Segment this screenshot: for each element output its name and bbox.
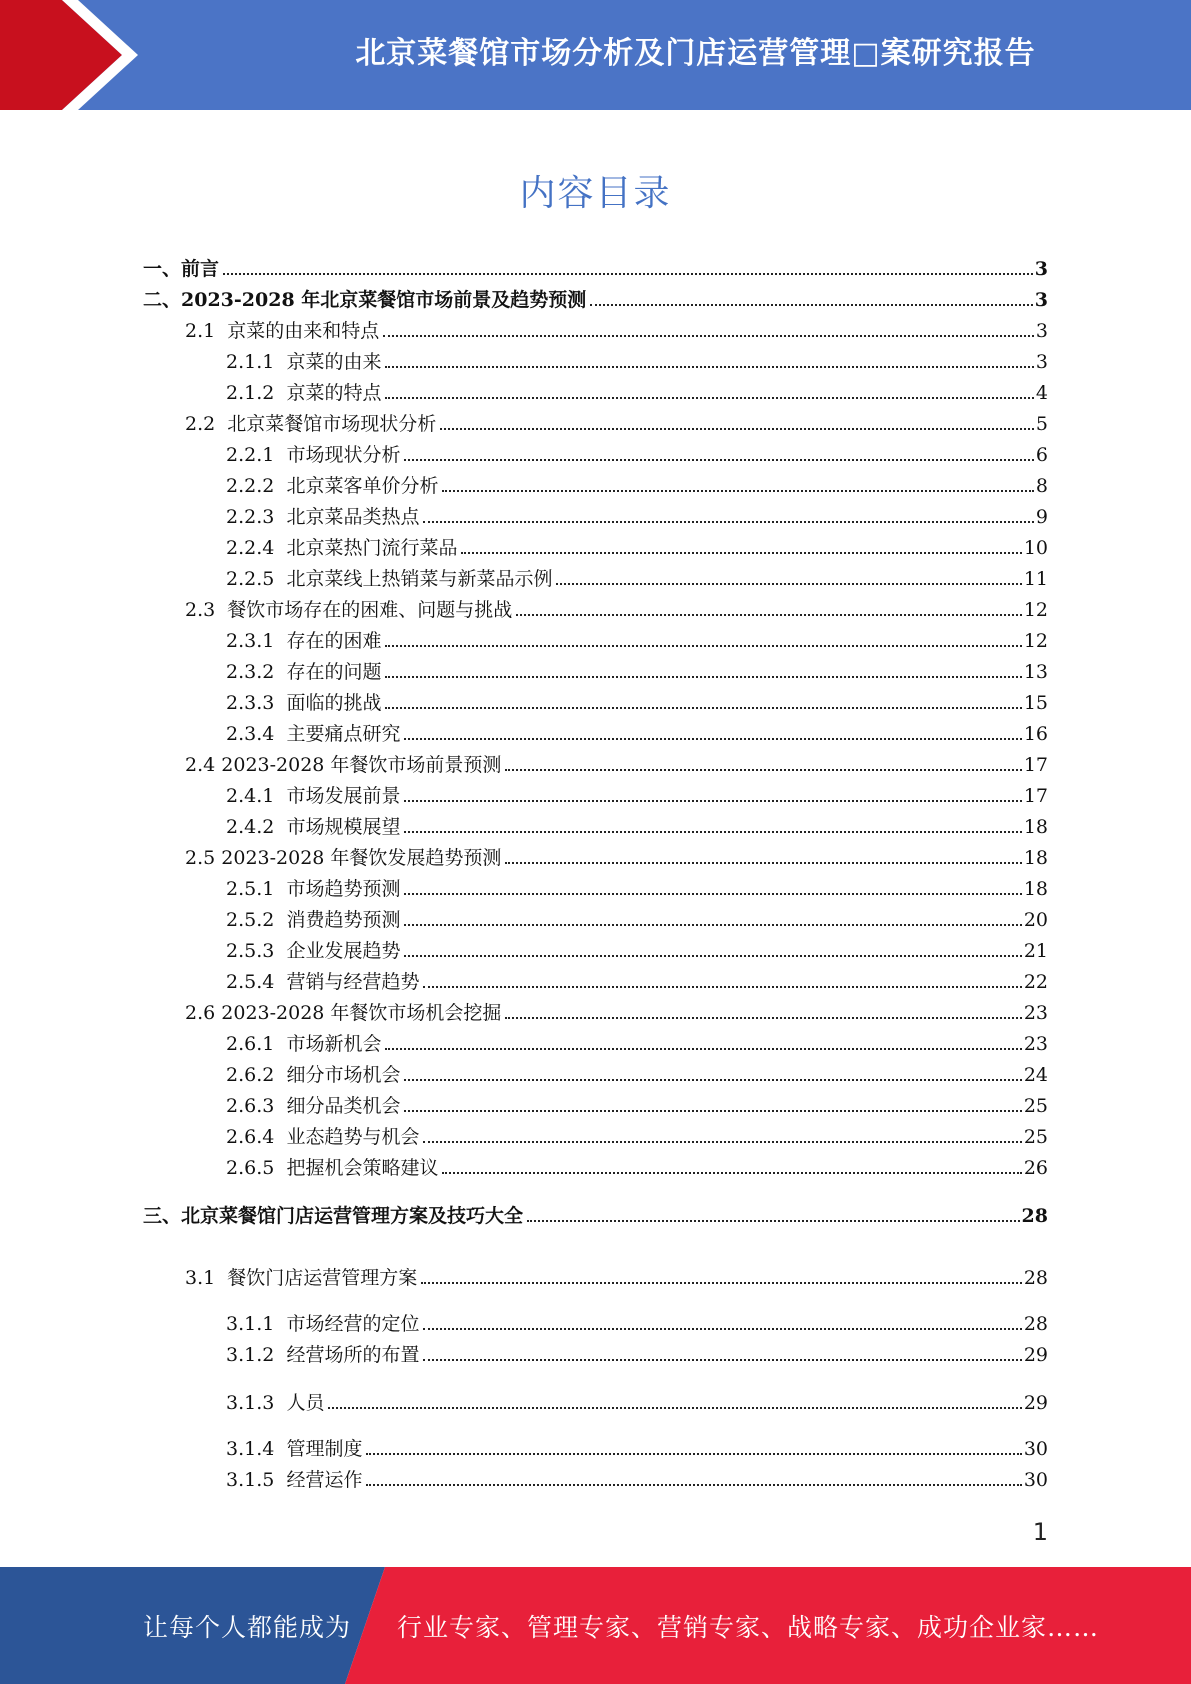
page-number: 1 <box>1032 1518 1048 1546</box>
toc-entry-page: 29 <box>1023 1392 1048 1414</box>
toc-entry[interactable] <box>185 752 1048 778</box>
toc-entry-title: 存在的困难 <box>286 630 382 652</box>
toc-entry[interactable] <box>185 318 1048 344</box>
toc-entry-page: 18 <box>1023 816 1048 838</box>
toc-entry-title: 经营运作 <box>286 1469 363 1491</box>
dot-leader <box>383 335 1034 337</box>
toc-entry-number: 3.1 <box>185 1267 228 1289</box>
toc-entry-title: 市场发展前景 <box>286 785 401 807</box>
dot-leader <box>404 955 1021 957</box>
toc-entry-title: 北京菜客单价分析 <box>286 475 439 497</box>
toc-entry[interactable] <box>226 473 1048 499</box>
dot-leader <box>366 1484 1021 1486</box>
dot-leader <box>505 862 1021 864</box>
toc-entry-title: 存在的问题 <box>286 661 382 683</box>
toc-entry-number: 3.1.4 <box>226 1438 287 1460</box>
toc-entry-number: 2.1.2 <box>226 382 287 404</box>
toc-entry[interactable] <box>226 690 1048 716</box>
toc-entry-number: 2.3.3 <box>226 692 287 714</box>
toc-entry[interactable] <box>226 349 1048 375</box>
dot-leader <box>505 1017 1021 1019</box>
toc-entry-title: 市场规模展望 <box>286 816 401 838</box>
toc-entry[interactable] <box>226 907 1048 933</box>
toc-entry-title: 企业发展趋势 <box>286 940 401 962</box>
toc-entry[interactable] <box>226 1311 1048 1337</box>
toc-entry-number: 2.6.2 <box>226 1064 287 1086</box>
toc-entry-page: 22 <box>1023 971 1048 993</box>
dot-leader <box>328 1407 1021 1409</box>
toc-entry-number: 2.3.1 <box>226 630 287 652</box>
dot-leader <box>442 490 1033 492</box>
dot-leader <box>385 1048 1021 1050</box>
toc-entry-page: 3 <box>1034 258 1048 280</box>
toc-entry[interactable] <box>185 1265 1048 1291</box>
dot-leader <box>461 552 1021 554</box>
toc-entry-number: 2.4.1 <box>226 785 287 807</box>
toc-entry-page: 12 <box>1023 599 1048 621</box>
toc-entry-number: 2.3.2 <box>226 661 287 683</box>
dot-leader <box>423 521 1033 523</box>
toc-entry-title: 把握机会策略建议 <box>286 1157 439 1179</box>
toc-entry-title: 2023-2028 年餐饮市场机会挖掘 <box>221 1002 502 1024</box>
toc-entry-title: 北京菜餐馆市场现状分析 <box>227 413 437 435</box>
toc-entry-title: 营销与经营趋势 <box>286 971 420 993</box>
toc-entry-page: 17 <box>1023 785 1048 807</box>
toc-entry-number: 2.5 <box>185 847 222 869</box>
report-header <box>0 0 1191 110</box>
toc-entry-number: 三、 <box>143 1205 182 1227</box>
toc-entry[interactable] <box>226 721 1048 747</box>
toc-entry-title: 2023-2028 年餐饮市场前景预测 <box>221 754 502 776</box>
dot-leader <box>423 1359 1021 1361</box>
toc-entry-page: 25 <box>1023 1095 1048 1117</box>
toc-entry-page: 3 <box>1034 289 1048 311</box>
dot-leader <box>404 1110 1021 1112</box>
toc-entry-title: 市场现状分析 <box>286 444 401 466</box>
toc-entry-title: 北京菜餐馆门店运营管理方案及技巧大全 <box>181 1205 524 1227</box>
toc-entry-title: 京菜的由来和特点 <box>227 320 380 342</box>
toc-entry-number: 2.2.4 <box>226 537 287 559</box>
toc-entry-title: 面临的挑战 <box>286 692 382 714</box>
toc-entry-number: 2.6.3 <box>226 1095 287 1117</box>
report-title: 北京菜餐馆市场分析及门店运营管理□案研究报告 <box>355 36 1036 71</box>
toc-entry[interactable] <box>185 1000 1048 1026</box>
toc-entry[interactable] <box>226 566 1048 592</box>
toc-entry-number: 3.1.3 <box>226 1392 287 1414</box>
toc-entry-page: 6 <box>1035 444 1048 466</box>
footer-slogan-right: 行业专家、管理专家、营销专家、战略专家、成功企业家…… <box>397 1612 1100 1642</box>
toc-entry[interactable] <box>143 287 1048 313</box>
dot-leader <box>385 707 1021 709</box>
dot-leader <box>404 924 1021 926</box>
toc-entry-page: 8 <box>1035 475 1048 497</box>
toc-entry-number: 3.1.5 <box>226 1469 287 1491</box>
toc-heading: 内容目录 <box>519 173 672 214</box>
toc-entry-page: 3 <box>1035 351 1048 373</box>
toc-entry-page: 4 <box>1035 382 1048 404</box>
dot-leader <box>385 366 1033 368</box>
toc-entry[interactable] <box>226 1342 1048 1368</box>
toc-entry-page: 10 <box>1023 537 1048 559</box>
toc-entry[interactable] <box>226 535 1048 561</box>
toc-entry-number: 2.6.1 <box>226 1033 287 1055</box>
toc-entry[interactable] <box>226 1124 1048 1150</box>
toc-entry-page: 20 <box>1023 909 1048 931</box>
toc-entry-title: 京菜的由来 <box>286 351 382 373</box>
toc-entry-page: 16 <box>1023 723 1048 745</box>
toc-entry-page: 28 <box>1023 1267 1048 1289</box>
dot-leader <box>423 1328 1021 1330</box>
toc-entry[interactable] <box>185 411 1048 437</box>
toc-entry[interactable] <box>226 1390 1048 1416</box>
toc-entry-page: 25 <box>1023 1126 1048 1148</box>
toc-entry[interactable] <box>226 1062 1048 1088</box>
toc-entry-number: 2.5.1 <box>226 878 287 900</box>
dot-leader <box>421 1282 1022 1284</box>
toc-entry-page: 3 <box>1035 320 1048 342</box>
dot-leader <box>440 428 1034 430</box>
toc-entry-page: 26 <box>1023 1157 1048 1179</box>
dot-leader <box>527 1220 1020 1222</box>
toc-entry-title: 2023-2028 年餐饮发展趋势预测 <box>221 847 502 869</box>
toc-entry-title: 京菜的特点 <box>286 382 382 404</box>
toc-entry-number: 2.5.2 <box>226 909 287 931</box>
dot-leader <box>404 738 1021 740</box>
dot-leader <box>404 459 1033 461</box>
dot-leader <box>385 676 1021 678</box>
dot-leader <box>505 769 1021 771</box>
report-footer <box>0 1567 1191 1684</box>
toc-entry-number: 2.6.4 <box>226 1126 287 1148</box>
toc-entry-number: 2.4.2 <box>226 816 287 838</box>
toc-entry[interactable] <box>226 1031 1048 1057</box>
chevron-arrow-icon <box>0 0 160 110</box>
toc-entry-title: 2023-2028 年北京菜餐馆市场前景及趋势预测 <box>181 289 587 311</box>
toc-entry-number: 2.6.5 <box>226 1157 287 1179</box>
toc-entry-title: 经营场所的布置 <box>286 1344 420 1366</box>
dot-leader <box>404 1079 1021 1081</box>
toc-entry-page: 13 <box>1023 661 1048 683</box>
toc-entry[interactable] <box>226 814 1048 840</box>
toc-entry[interactable] <box>226 1155 1048 1181</box>
dot-leader <box>423 986 1021 988</box>
toc-entry-page: 18 <box>1023 847 1048 869</box>
toc-entry-page: 5 <box>1035 413 1048 435</box>
toc-entry-number: 3.1.1 <box>226 1313 287 1335</box>
toc-entry[interactable] <box>226 1093 1048 1119</box>
toc-entry-number: 2.6 <box>185 1002 222 1024</box>
dot-leader <box>385 397 1033 399</box>
toc-entry-number: 2.2.3 <box>226 506 287 528</box>
toc-entry-number: 2.2.5 <box>226 568 287 590</box>
toc-entry[interactable] <box>226 1436 1048 1462</box>
toc-entry-title: 细分品类机会 <box>286 1095 401 1117</box>
toc-entry-title: 细分市场机会 <box>286 1064 401 1086</box>
toc-entry-title: 业态趋势与机会 <box>286 1126 420 1148</box>
toc-entry-number: 2.2.2 <box>226 475 287 497</box>
toc-entry-page: 29 <box>1023 1344 1048 1366</box>
toc-entry[interactable] <box>226 938 1048 964</box>
toc-entry-number: 2.3.4 <box>226 723 287 745</box>
toc-entry-page: 17 <box>1023 754 1048 776</box>
toc-entry-page: 11 <box>1023 568 1048 590</box>
toc-entry-title: 北京菜品类热点 <box>286 506 420 528</box>
toc-entry-title: 主要痛点研究 <box>286 723 401 745</box>
toc-entry-number: 2.2 <box>185 413 228 435</box>
toc-entry[interactable] <box>226 876 1048 902</box>
toc-entry[interactable] <box>226 969 1048 995</box>
toc-entry-number: 2.5.4 <box>226 971 287 993</box>
footer-slogan-left: 让每个人都能成为 <box>143 1612 352 1642</box>
toc-entry-number: 2.3 <box>185 599 228 621</box>
toc-entry-number: 二、 <box>143 289 182 311</box>
toc-entry-page: 23 <box>1023 1033 1048 1055</box>
toc-entry-page: 30 <box>1023 1469 1048 1491</box>
toc-entry-page: 18 <box>1023 878 1048 900</box>
toc-entry[interactable] <box>226 504 1048 530</box>
toc-entry-number: 2.1.1 <box>226 351 287 373</box>
toc-entry-title: 北京菜线上热销菜与新菜品示例 <box>286 568 553 590</box>
toc-entry[interactable] <box>143 1203 1048 1229</box>
toc-entry[interactable] <box>226 783 1048 809</box>
toc-entry-title: 餐饮市场存在的困难、问题与挑战 <box>227 599 513 621</box>
toc-entry-number: 2.4 <box>185 754 222 776</box>
dot-leader <box>423 1141 1021 1143</box>
toc-entry-number: 2.1 <box>185 320 228 342</box>
toc-entry[interactable] <box>143 256 1048 282</box>
dot-leader <box>366 1453 1021 1455</box>
toc-entry-title: 市场新机会 <box>286 1033 382 1055</box>
dot-leader <box>223 273 1033 275</box>
dot-leader <box>385 645 1021 647</box>
dot-leader <box>556 583 1021 585</box>
toc-entry-page: 28 <box>1021 1205 1048 1227</box>
toc-entry[interactable] <box>226 442 1048 468</box>
toc-entry-page: 9 <box>1035 506 1048 528</box>
toc-entry-title: 餐饮门店运营管理方案 <box>227 1267 418 1289</box>
toc-entry-title: 市场经营的定位 <box>286 1313 420 1335</box>
toc-entry-title: 市场趋势预测 <box>286 878 401 900</box>
toc-entry-title: 消费趋势预测 <box>286 909 401 931</box>
toc-entry-number: 2.2.1 <box>226 444 287 466</box>
toc-entry-number: 3.1.2 <box>226 1344 287 1366</box>
toc-entry-page: 21 <box>1023 940 1048 962</box>
toc-entry-number: 2.5.3 <box>226 940 287 962</box>
toc-entry-title: 管理制度 <box>286 1438 363 1460</box>
dot-leader <box>442 1172 1021 1174</box>
toc-entry[interactable] <box>226 1467 1048 1493</box>
toc-entry[interactable] <box>185 845 1048 871</box>
toc-entry[interactable] <box>226 380 1048 406</box>
toc-entry-page: 12 <box>1023 630 1048 652</box>
dot-leader <box>590 304 1032 306</box>
toc-entry[interactable] <box>185 597 1048 623</box>
toc-entry-page: 30 <box>1023 1438 1048 1460</box>
toc-entry-page: 24 <box>1023 1064 1048 1086</box>
toc-entry[interactable] <box>226 628 1048 654</box>
dot-leader <box>516 614 1022 616</box>
toc-entry-page: 15 <box>1023 692 1048 714</box>
dot-leader <box>404 800 1021 802</box>
toc-entry-number: 一、 <box>143 258 182 280</box>
toc-entry-title: 前言 <box>181 258 220 280</box>
toc-entry-page: 28 <box>1023 1313 1048 1335</box>
toc-entry-title: 人员 <box>286 1392 325 1414</box>
dot-leader <box>404 831 1021 833</box>
toc-entry-page: 23 <box>1023 1002 1048 1024</box>
dot-leader <box>404 893 1021 895</box>
toc-entry-title: 北京菜热门流行菜品 <box>286 537 458 559</box>
toc-entry[interactable] <box>226 659 1048 685</box>
